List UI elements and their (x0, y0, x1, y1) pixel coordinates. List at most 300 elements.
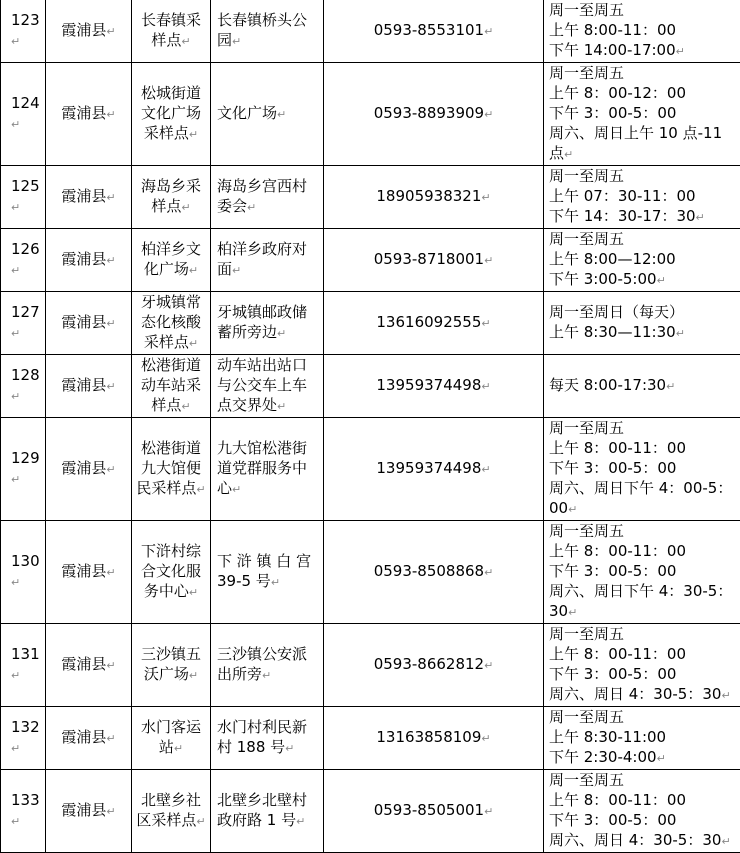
paragraph-mark-icon: ↵ (11, 390, 20, 403)
cell-line (217, 395, 321, 417)
site-name-cell (132, 355, 211, 418)
cell-text: 上午 8：00-12：00 (549, 84, 686, 102)
cell-line (549, 0, 740, 20)
cell-text: 周一至周五 (549, 708, 624, 726)
paragraph-mark-icon: ↵ (189, 128, 198, 141)
paragraph-mark-icon: ↵ (181, 201, 190, 214)
site-name-cell (132, 624, 211, 707)
cell-text: 周一至周五 (549, 167, 624, 185)
paragraph-mark-icon: ↵ (564, 148, 573, 161)
hours-cell (544, 166, 740, 229)
paragraph-mark-icon: ↵ (189, 337, 198, 350)
cell-line (217, 30, 321, 52)
paragraph-mark-icon: ↵ (174, 742, 183, 755)
paragraph-mark-icon: ↵ (11, 35, 20, 48)
cell-text: 霞浦县 (61, 313, 106, 331)
paragraph-mark-icon: ↵ (106, 191, 115, 204)
cell-text: 九大馆松港街 (217, 439, 307, 457)
cell-text: 30 (549, 602, 568, 620)
cell-line (549, 664, 740, 684)
cell-line (135, 123, 207, 145)
cell-text: 霞浦县 (61, 376, 106, 394)
paragraph-mark-icon: ↵ (484, 659, 493, 672)
cell-text: 北壁乡社 (141, 791, 201, 809)
cell-text: 霞浦县 (61, 655, 106, 673)
cell-text: 北壁乡北壁村 (217, 791, 307, 809)
table-row (1, 770, 740, 853)
cell-text: 点交界处 (217, 396, 277, 414)
cell-line (217, 176, 321, 196)
cell-text: 周一至周五 (549, 771, 624, 789)
cell-text: 126 (11, 240, 40, 258)
cell-line (549, 478, 740, 498)
cell-line (217, 10, 321, 30)
phone-cell (324, 63, 544, 166)
paragraph-mark-icon: ↵ (568, 606, 577, 619)
hours-cell (544, 229, 740, 292)
table-row (1, 418, 740, 521)
address-cell (211, 521, 324, 624)
cell-text: 周一至周五 (549, 625, 624, 643)
cell-text: 上午 8:00—12:00 (549, 250, 676, 268)
cell-line (135, 83, 207, 103)
paragraph-mark-icon: ↵ (189, 669, 198, 682)
paragraph-mark-icon: ↵ (285, 742, 294, 755)
cell-line (217, 790, 321, 810)
cell-text: 周六、周日 4：30-5：30 (549, 685, 721, 703)
cell-line (217, 239, 321, 259)
cell-line (217, 103, 321, 125)
cell-line (549, 249, 740, 269)
cell-text: 园 (217, 31, 232, 49)
cell-text: 39-5 号 (217, 572, 271, 590)
cell-line (217, 737, 321, 759)
address-cell (211, 770, 324, 853)
county-cell (46, 624, 132, 707)
cell-text: 柏洋乡文 (141, 240, 201, 258)
paragraph-mark-icon: ↵ (11, 327, 20, 340)
cell-text: 霞浦县 (61, 250, 106, 268)
cell-text: 柏洋乡政府对 (217, 240, 307, 258)
site-name-cell (132, 0, 211, 63)
cell-line (135, 790, 207, 810)
phone-cell (324, 770, 544, 853)
cell-text: 道党群服务中 (217, 459, 307, 477)
county-cell (46, 355, 132, 418)
phone-cell (324, 521, 544, 624)
address-cell (211, 707, 324, 770)
address-cell (211, 292, 324, 355)
cell-text: 下午 3：00-5：00 (549, 665, 676, 683)
row-number (1, 770, 46, 853)
cell-line (549, 269, 740, 291)
table-row (1, 355, 740, 418)
cell-text: 下 浒 镇 白 宫 (217, 552, 311, 570)
cell-text: 文化广场 (141, 104, 201, 122)
cell-text: 每天 8:00-17:30 (549, 376, 666, 394)
cell-line (549, 498, 740, 520)
cell-text: 动车站出站口 (217, 356, 307, 374)
cell-line (217, 375, 321, 395)
cell-text: 动车站采 (141, 376, 201, 394)
cell-line (549, 790, 740, 810)
cell-line (217, 322, 321, 344)
paragraph-mark-icon: ↵ (11, 742, 20, 755)
cell-text: 0593-8662812 (374, 655, 484, 673)
site-name-cell (132, 521, 211, 624)
cell-line (135, 581, 207, 603)
paragraph-mark-icon: ↵ (481, 463, 490, 476)
cell-line (549, 810, 740, 830)
cell-text: 采样点 (144, 333, 189, 351)
cell-text: 下午 2:30-4:00 (549, 748, 657, 766)
paragraph-mark-icon: ↵ (106, 732, 115, 745)
county-cell (46, 0, 132, 63)
cell-text: 政府路 1 号 (217, 811, 296, 829)
cell-line (549, 186, 740, 206)
paragraph-mark-icon: ↵ (676, 45, 685, 58)
site-name-cell (132, 229, 211, 292)
site-name-cell (132, 418, 211, 521)
cell-line (217, 259, 321, 281)
paragraph-mark-icon: ↵ (11, 815, 20, 828)
cell-line (549, 541, 740, 561)
cell-line (135, 239, 207, 259)
paragraph-mark-icon: ↵ (676, 327, 685, 340)
cell-text: 13163858109 (376, 728, 481, 746)
row-number (1, 166, 46, 229)
phone-cell (324, 0, 544, 63)
paragraph-mark-icon: ↵ (296, 815, 305, 828)
cell-text: 下午 3：00-5：00 (549, 811, 676, 829)
row-number (1, 624, 46, 707)
address-cell (211, 0, 324, 63)
cell-line (135, 375, 207, 395)
paragraph-mark-icon: ↵ (277, 108, 286, 121)
cell-text: 周六、周日下午 4：00-5： (549, 479, 732, 497)
paragraph-mark-icon: ↵ (484, 566, 493, 579)
paragraph-mark-icon: ↵ (277, 327, 286, 340)
cell-line (217, 355, 321, 375)
cell-text: 周一至周五 (549, 522, 624, 540)
table-row (1, 63, 740, 166)
paragraph-mark-icon: ↵ (11, 669, 20, 682)
paragraph-mark-icon: ↵ (277, 400, 286, 413)
cell-text: 水门村利民新 (217, 718, 307, 736)
cell-text: 霞浦县 (61, 104, 106, 122)
cell-line (135, 717, 207, 737)
cell-text: 周一至周五 (549, 419, 624, 437)
cell-text: 松港街道 (141, 439, 201, 457)
table-row (1, 292, 740, 355)
paragraph-mark-icon: ↵ (11, 473, 20, 486)
cell-line (549, 166, 740, 186)
paragraph-mark-icon: ↵ (568, 503, 577, 516)
cell-text: 霞浦县 (61, 21, 106, 39)
cell-line (217, 810, 321, 832)
cell-line (135, 541, 207, 561)
phone-cell (324, 624, 544, 707)
cell-line (549, 707, 740, 727)
cell-text: 13616092555 (376, 313, 481, 331)
row-number (1, 229, 46, 292)
cell-line (135, 737, 207, 759)
cell-text: 上午 8:30-11:00 (549, 728, 666, 746)
cell-text: 委会 (217, 197, 247, 215)
cell-text: 128 (11, 366, 40, 384)
cell-text: 周六、周日上午 10 点-11 (549, 124, 722, 142)
table-row (1, 707, 740, 770)
row-number (1, 707, 46, 770)
cell-text: 海岛乡宫西村 (217, 177, 307, 195)
cell-line (549, 229, 740, 249)
paragraph-mark-icon: ↵ (106, 380, 115, 393)
cell-line (549, 581, 740, 601)
cell-line (135, 395, 207, 417)
cell-line (549, 375, 740, 397)
county-cell (46, 292, 132, 355)
paragraph-mark-icon: ↵ (181, 400, 190, 413)
hours-cell (544, 521, 740, 624)
county-cell (46, 770, 132, 853)
paragraph-mark-icon: ↵ (106, 805, 115, 818)
cell-text: 下午 3：00-5：00 (549, 104, 676, 122)
paragraph-mark-icon: ↵ (232, 483, 241, 496)
paragraph-mark-icon: ↵ (106, 25, 115, 38)
cell-line (549, 63, 740, 83)
cell-text: 125 (11, 177, 40, 195)
cell-text: 周六、周日 4：30-5：30 (549, 831, 721, 849)
phone-cell (324, 229, 544, 292)
cell-line (549, 40, 740, 62)
cell-text: 九大馆便 (141, 459, 201, 477)
cell-text: 面 (217, 260, 232, 278)
hours-cell (544, 292, 740, 355)
table-row (1, 0, 740, 63)
county-cell (46, 418, 132, 521)
paragraph-mark-icon: ↵ (247, 201, 256, 214)
cell-text: 下午 3:00-5:00 (549, 270, 657, 288)
paragraph-mark-icon: ↵ (484, 254, 493, 267)
cell-text: 上午 8：00-11：00 (549, 439, 686, 457)
cell-text: 133 (11, 791, 40, 809)
paragraph-mark-icon: ↵ (484, 805, 493, 818)
cell-text: 下浒村综 (141, 542, 201, 560)
cell-text: 周一至周五 (549, 230, 624, 248)
cell-text: 0593-8718001 (374, 250, 484, 268)
cell-line (549, 458, 740, 478)
cell-line (549, 123, 740, 143)
cell-text: 周六、周日下午 4：30-5： (549, 582, 732, 600)
cell-text: 松港街道 (141, 356, 201, 374)
cell-text: 123 (11, 11, 40, 29)
site-name-cell (132, 292, 211, 355)
cell-line (549, 206, 740, 228)
cell-text: 样点 (151, 396, 181, 414)
cell-text: 上午 8:00-11：00 (549, 21, 676, 39)
paragraph-mark-icon: ↵ (481, 732, 490, 745)
paragraph-mark-icon: ↵ (181, 35, 190, 48)
cell-line (135, 312, 207, 332)
cell-text: 与公交车上车 (217, 376, 307, 394)
address-cell (211, 624, 324, 707)
cell-text: 0593-8893909 (374, 104, 484, 122)
cell-line (217, 571, 321, 593)
paragraph-mark-icon: ↵ (696, 211, 705, 224)
paragraph-mark-icon: ↵ (189, 586, 198, 599)
paragraph-mark-icon: ↵ (657, 274, 666, 287)
hours-cell (544, 63, 740, 166)
cell-text: 130 (11, 552, 40, 570)
cell-text: 127 (11, 303, 40, 321)
phone-cell (324, 166, 544, 229)
paragraph-mark-icon: ↵ (11, 201, 20, 214)
county-cell (46, 166, 132, 229)
cell-line (135, 561, 207, 581)
cell-text: 周一至周五 (549, 64, 624, 82)
paragraph-mark-icon: ↵ (262, 669, 271, 682)
cell-line (549, 727, 740, 747)
phone-cell (324, 707, 544, 770)
cell-text: 霞浦县 (61, 459, 106, 477)
cell-line (217, 196, 321, 218)
cell-line (135, 664, 207, 686)
cell-line (135, 292, 207, 312)
cell-text: 下午 3：00-5：00 (549, 562, 676, 580)
cell-text: 上午 8：00-11：00 (549, 645, 686, 663)
cell-text: 蓄所旁边 (217, 323, 277, 341)
cell-text: 129 (11, 449, 40, 467)
paragraph-mark-icon: ↵ (232, 264, 241, 277)
cell-line (217, 478, 321, 500)
cell-line (135, 259, 207, 281)
cell-line (135, 355, 207, 375)
cell-line (217, 438, 321, 458)
hours-cell (544, 707, 740, 770)
county-cell (46, 521, 132, 624)
cell-text: 下午 3：00-5：00 (549, 459, 676, 477)
paragraph-mark-icon: ↵ (196, 483, 205, 496)
cell-text: 出所旁 (217, 665, 262, 683)
cell-line (549, 418, 740, 438)
cell-line (217, 717, 321, 737)
paragraph-mark-icon: ↵ (484, 108, 493, 121)
table-row (1, 521, 740, 624)
cell-text: 心 (217, 479, 232, 497)
cell-line (549, 644, 740, 664)
row-number (1, 355, 46, 418)
paragraph-mark-icon: ↵ (11, 118, 20, 131)
cell-text: 周一至周日（每天） (549, 303, 684, 321)
paragraph-mark-icon: ↵ (657, 752, 666, 765)
cell-text: 13959374498 (376, 376, 481, 394)
paragraph-mark-icon: ↵ (106, 254, 115, 267)
address-cell (211, 229, 324, 292)
cell-text: 态化核酸 (141, 313, 201, 331)
address-cell (211, 166, 324, 229)
table-row (1, 229, 740, 292)
cell-text: 化广场 (144, 260, 189, 278)
cell-text: 上午 8：00-11：00 (549, 542, 686, 560)
cell-text: 采样点 (144, 124, 189, 142)
cell-text: 沃广场 (144, 665, 189, 683)
cell-line (549, 561, 740, 581)
cell-text: 周一至周五 (549, 1, 624, 19)
cell-text: 松城街道 (141, 84, 201, 102)
paragraph-mark-icon: ↵ (106, 317, 115, 330)
cell-line (135, 810, 207, 832)
cell-line (549, 601, 740, 623)
paragraph-mark-icon: ↵ (721, 835, 730, 848)
table-row (1, 624, 740, 707)
cell-text: 样点 (151, 31, 181, 49)
cell-line (549, 302, 740, 322)
cell-text: 样点 (151, 197, 181, 215)
cell-line (135, 458, 207, 478)
row-number (1, 521, 46, 624)
cell-line (549, 20, 740, 40)
cell-text: 0593-8553101 (374, 21, 484, 39)
paragraph-mark-icon: ↵ (11, 264, 20, 277)
site-name-cell (132, 63, 211, 166)
table-body (1, 0, 740, 853)
hours-cell (544, 0, 740, 63)
site-name-cell (132, 770, 211, 853)
paragraph-mark-icon: ↵ (484, 25, 493, 38)
cell-text: 牙城镇邮政储 (217, 303, 307, 321)
cell-line (135, 196, 207, 218)
county-cell (46, 707, 132, 770)
cell-line (549, 438, 740, 458)
cell-text: 务中心 (144, 582, 189, 600)
cell-line (135, 438, 207, 458)
county-cell (46, 229, 132, 292)
cell-text: 上午 07：30-11：00 (549, 187, 696, 205)
cell-text: 文化广场 (217, 104, 277, 122)
address-cell (211, 418, 324, 521)
cell-text: 长春镇采 (141, 11, 201, 29)
paragraph-mark-icon: ↵ (196, 815, 205, 828)
cell-text: 站 (159, 738, 174, 756)
cell-line (135, 10, 207, 30)
phone-cell (324, 292, 544, 355)
cell-text: 合文化服 (141, 562, 201, 580)
hours-cell (544, 770, 740, 853)
site-name-cell (132, 166, 211, 229)
cell-line (135, 30, 207, 52)
cell-line (135, 644, 207, 664)
paragraph-mark-icon: ↵ (721, 689, 730, 702)
cell-text: 三沙镇公安派 (217, 645, 307, 663)
paragraph-mark-icon: ↵ (106, 659, 115, 672)
cell-text: 0593-8505001 (374, 801, 484, 819)
cell-line (135, 478, 207, 500)
cell-text: 霞浦县 (61, 562, 106, 580)
paragraph-mark-icon: ↵ (232, 35, 241, 48)
cell-text: 上午 8：00-11：00 (549, 791, 686, 809)
cell-text: 124 (11, 94, 40, 112)
table-row (1, 166, 740, 229)
cell-text: 牙城镇常 (141, 293, 201, 311)
cell-line (217, 644, 321, 664)
cell-text: 131 (11, 645, 40, 663)
row-number (1, 418, 46, 521)
cell-line (549, 143, 740, 165)
cell-text: 三沙镇五 (141, 645, 201, 663)
cell-text: 霞浦县 (61, 187, 106, 205)
cell-text: 13959374498 (376, 459, 481, 477)
cell-line (549, 830, 740, 852)
